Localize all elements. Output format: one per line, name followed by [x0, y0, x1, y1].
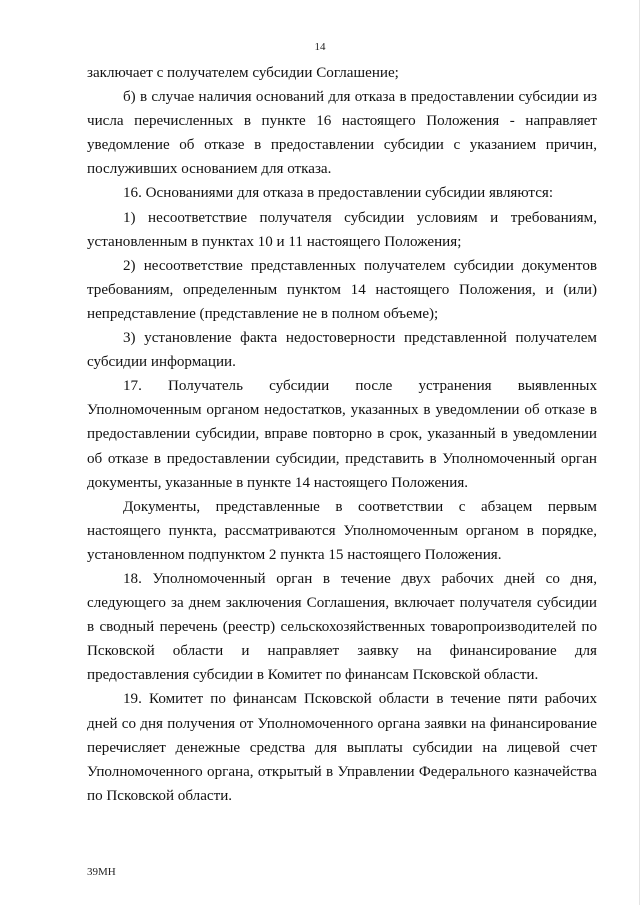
page-number: 14: [314, 41, 326, 53]
paragraph-continuation: заключает с получателем субсидии Соглашение;: [87, 65, 399, 81]
paragraph-16-item-1: 1) несоответствие получателя субсидии условиям и требованиям, установленным в пунктах 10 и 11 настоящего Положения;: [87, 209, 597, 250]
paragraph-17-documents: Документы, представленные в соответствии с абзацем первым настоящего пункта, рассматриваются Уполномоченным органом в порядке, установленном подпунктом 2 пункта 15 настоящего Положения.: [87, 498, 597, 563]
paragraph-16-heading: 16. Основаниями для отказа в предоставлении субсидии являются:: [123, 185, 554, 202]
paragraph-17: 17. Получатель субсидии после устранения выявленных Уполномоченным органом недостатков, указанных в уведомлении об отказе в предоставлении субсидии, вправе повторно в срок, указанный в уведомлении об отказе в предоставлении субсидии, представить в Уполномоченный орган документы, указанные в пункте 14 настоящего Положения.: [87, 378, 597, 491]
paragraph-subitem-b: б) в случае наличия оснований для отказа в предоставлении субсидии из числа перечисленных в пункте 16 настоящего Положения - направляет уведомление об отказе в предоставлении субсидии с указанием причин, послуживших основанием для отказа.: [87, 89, 597, 178]
paragraph-16-item-3: 3) установление факта недостоверности представленной получателем субсидии информации.: [87, 330, 597, 371]
document-body: [87, 61, 597, 808]
paragraph-18: 18. Уполномоченный орган в течение двух рабочих дней со дня, следующего за днем заключения Соглашения, включает получателя субсидии в сводный перечень (реестр) сельскохозяйственных товаропроизводителей по Псковской области и направляет заявку на финансирование для предоставления субсидии в Комитет по финансам Псковской области.: [87, 570, 597, 684]
paragraph-16-item-2: 2) несоответствие представленных получателем субсидии документов требованиям, определенным пунктом 14 настоящего Положения, и (или) непредставление (представление не в полном объеме);: [87, 257, 597, 322]
footer-document-code: 39МН: [87, 866, 116, 878]
paragraph-19: 19. Комитет по финансам Псковской области в течение пяти рабочих дней со дня получения от Уполномоченного органа заявки на финансирование перечисляет денежные средства для выплаты субсидии на лицевой счет Уполномоченного органа, открытый в Управлении Федерального казначейства по Псковской области.: [87, 691, 597, 804]
